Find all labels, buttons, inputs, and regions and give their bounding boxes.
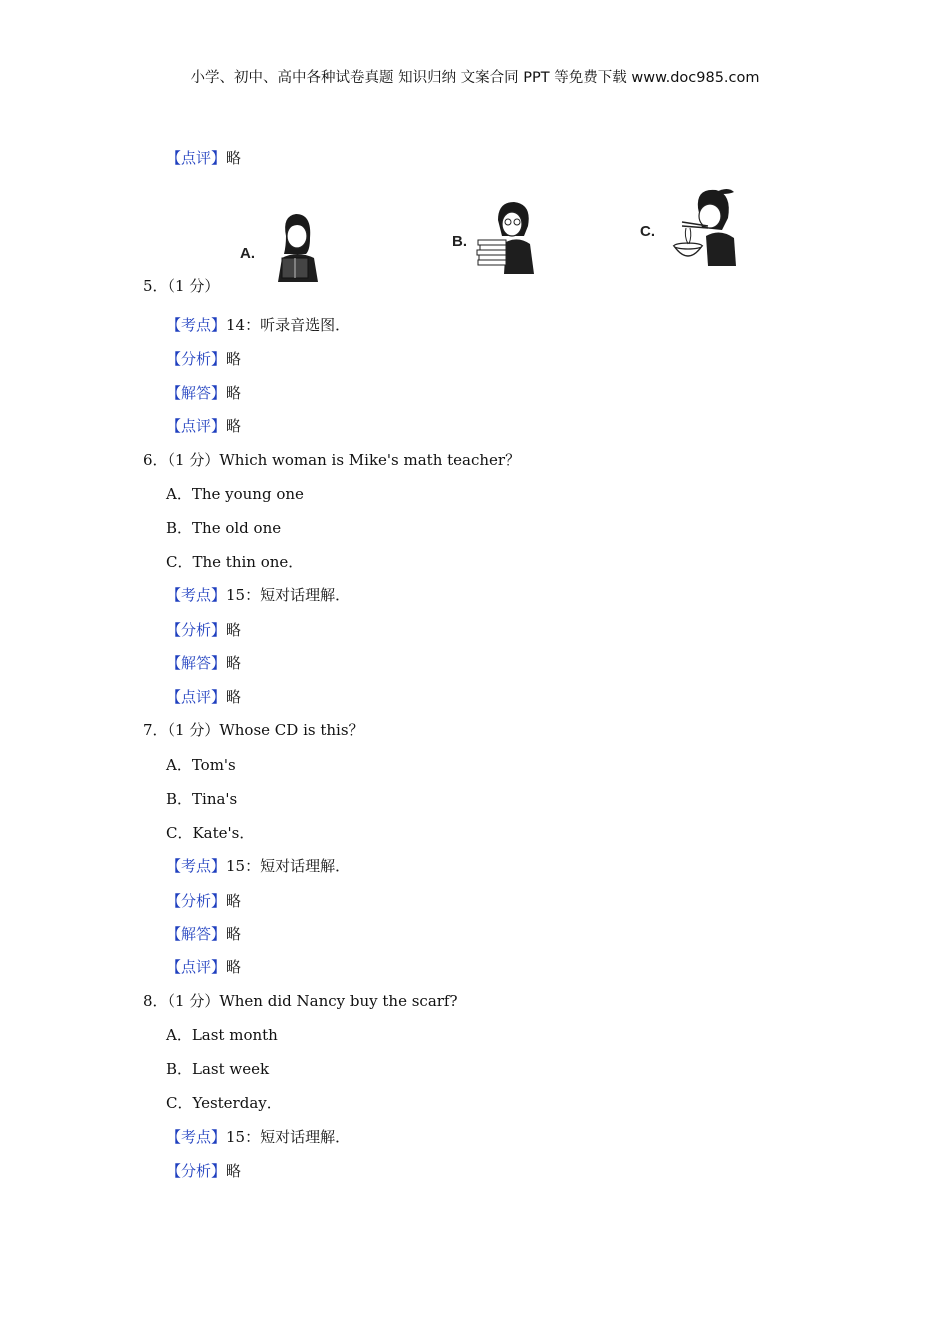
q8-option-c: C．Yesterday． xyxy=(166,1094,282,1112)
review-label: 【点评】 xyxy=(166,149,227,167)
picture-a-girl-reading xyxy=(232,204,332,284)
jieda-label: 【解答】 xyxy=(166,925,227,943)
q5-fenxi-text: 略 xyxy=(226,350,242,368)
top-review-line xyxy=(166,148,241,168)
q6-fenxi xyxy=(166,620,241,640)
q8-stem: 8．（1 分）When did Nancy buy the scarf? xyxy=(143,992,458,1010)
q7-jieda-text: 略 xyxy=(226,925,242,943)
dianping-label: 【点评】 xyxy=(166,958,227,976)
q5-jieda xyxy=(166,383,241,403)
q8-option-b: B．Last week xyxy=(166,1060,270,1078)
q7-kaodian-text: 15：短对话理解． xyxy=(226,857,351,875)
fenxi-label: 【分析】 xyxy=(166,1162,227,1180)
q6-option-b: B．The old one xyxy=(166,519,282,537)
dianping-label: 【点评】 xyxy=(166,417,227,435)
picture-a-label: A. xyxy=(240,245,255,262)
q8-fenxi xyxy=(166,1161,241,1181)
q7-option-a: A．Tom's xyxy=(166,756,236,774)
q8-kaodian xyxy=(166,1127,350,1147)
kaodian-label: 【考点】 xyxy=(166,316,227,334)
q5-kaodian xyxy=(166,315,350,335)
dianping-label: 【点评】 xyxy=(166,688,227,706)
q6-dianping-text: 略 xyxy=(226,688,242,706)
q7-option-b: B．Tina's xyxy=(166,790,238,808)
fenxi-label: 【分析】 xyxy=(166,621,227,639)
picture-b-label: B. xyxy=(452,233,467,250)
jieda-label: 【解答】 xyxy=(166,654,227,672)
picture-c-girl-noodles xyxy=(636,184,756,276)
q7-option-c: C．Kate's． xyxy=(166,824,255,842)
q8-option-a: A．Last month xyxy=(166,1026,278,1044)
picture-c-label: C. xyxy=(640,223,655,240)
q5-stem: 5．（1 分） xyxy=(143,277,220,295)
q5-fenxi xyxy=(166,349,241,369)
q6-stem: 6．（1 分）Which woman is Mike's math teacher？ xyxy=(143,451,521,469)
fenxi-label: 【分析】 xyxy=(166,350,227,368)
q6-kaodian xyxy=(166,585,350,605)
q8-fenxi-text: 略 xyxy=(226,1162,242,1180)
q6-kaodian-text: 15：短对话理解． xyxy=(226,586,351,604)
q5-jieda-text: 略 xyxy=(226,384,242,402)
q6-dianping xyxy=(166,687,241,707)
kaodian-label: 【考点】 xyxy=(166,586,227,604)
q7-fenxi-text: 略 xyxy=(226,892,242,910)
q7-fenxi xyxy=(166,891,241,911)
q7-stem: 7．（1 分）Whose CD is this？ xyxy=(143,721,364,739)
page-header: 小学、初中、高中各种试卷真题 知识归纳 文案合同 PPT 等免费下载 www.doc985.com xyxy=(190,70,760,86)
q6-jieda-text: 略 xyxy=(226,654,242,672)
q7-dianping xyxy=(166,957,241,977)
q6-fenxi-text: 略 xyxy=(226,621,242,639)
fenxi-label: 【分析】 xyxy=(166,892,227,910)
q6-jieda xyxy=(166,653,241,673)
q7-kaodian xyxy=(166,856,350,876)
q5-dianping xyxy=(166,416,241,436)
kaodian-label: 【考点】 xyxy=(166,857,227,875)
q5-kaodian-text: 14：听录音选图． xyxy=(226,316,351,334)
picture-b-woman-books xyxy=(448,196,548,278)
kaodian-label: 【考点】 xyxy=(166,1128,227,1146)
q5-dianping-text: 略 xyxy=(226,417,242,435)
q6-option-a: A．The young one xyxy=(166,485,304,503)
q8-kaodian-text: 15：短对话理解． xyxy=(226,1128,351,1146)
q7-dianping-text: 略 xyxy=(226,958,242,976)
q7-jieda xyxy=(166,924,241,944)
review-text: 略 xyxy=(226,149,242,167)
q6-option-c: C．The thin one． xyxy=(166,553,304,571)
jieda-label: 【解答】 xyxy=(166,384,227,402)
